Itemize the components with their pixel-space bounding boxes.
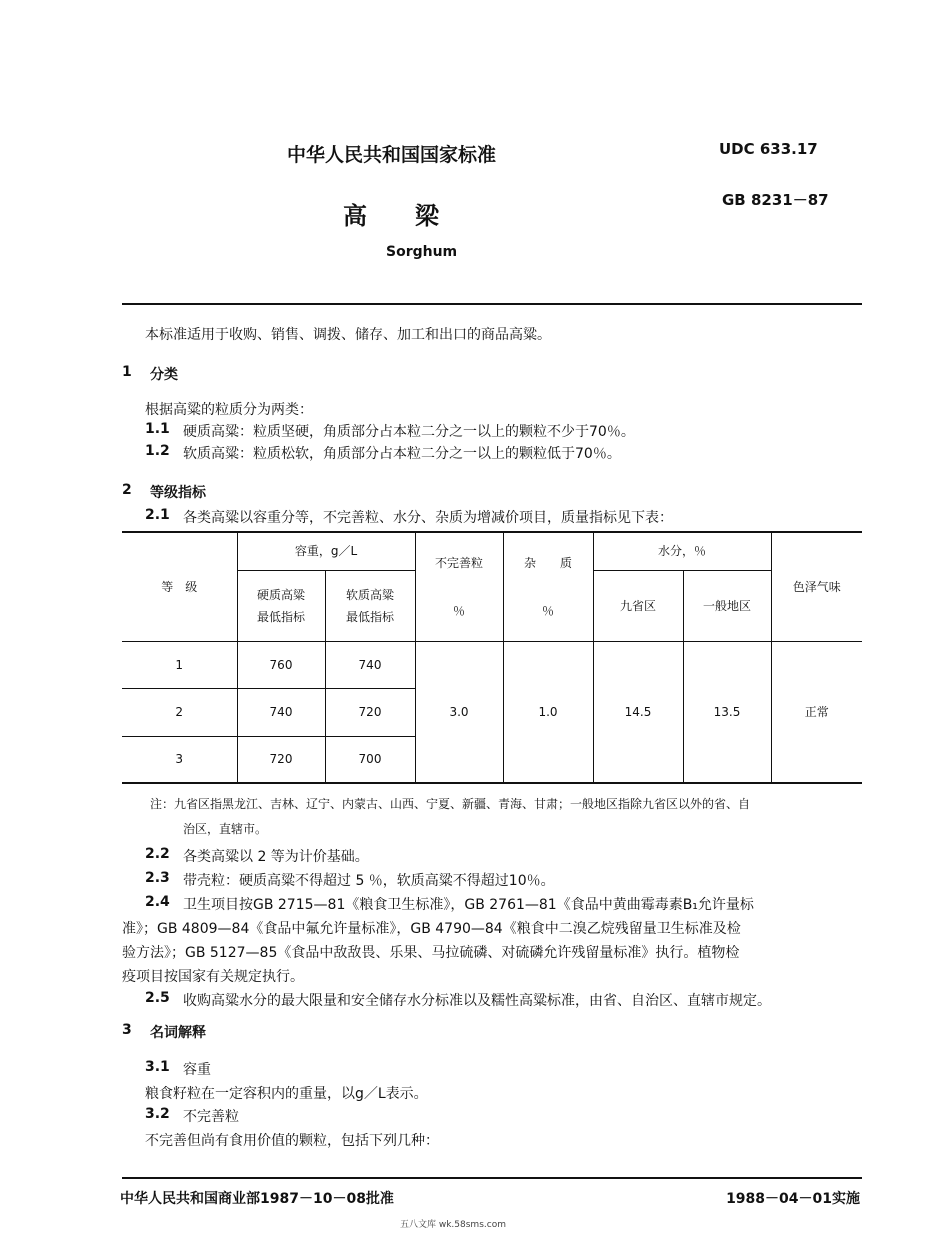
- item-num: 3.2: [145, 1106, 170, 1122]
- section-title: 等级指标: [150, 485, 206, 501]
- paragraph: 准》；GB 4809—84《食品中氟允许量标准》，GB 4790—84《粮食中二溴乙烷残留量卫生标准及检: [122, 921, 741, 937]
- section-num: 2: [122, 482, 132, 498]
- header-color: 色泽气味: [771, 532, 862, 641]
- watermark: 五八文库 wk.58sms.com: [400, 1220, 506, 1230]
- paragraph: 软质高粱：粒质松软，角质部分占本粒二分之一以上的颗粒低于70％。: [183, 446, 621, 462]
- approval-date: 中华人民共和国商业部1987－10－08批准: [120, 1191, 394, 1207]
- table-note: 注：九省区指黑龙江、吉林、辽宁、内蒙古、山西、宁夏、新疆、青海、甘肃；一般地区指除九省区以外的省、自: [150, 797, 751, 811]
- cell: 3.0: [415, 641, 503, 783]
- cell: 700: [325, 736, 415, 783]
- paragraph: 卫生项目按GB 2715—81《粮食卫生标准》，GB 2761—81《食品中黄曲霉毒素B₁允许量标: [183, 897, 754, 913]
- cell: 1: [122, 641, 237, 688]
- paragraph: 带壳粒：硬质高粱不得超过 5 ％，软质高粱不得超过10％。: [183, 873, 555, 889]
- header-nine: 九省区: [593, 570, 683, 641]
- cell: 720: [325, 688, 415, 736]
- header-moisture: 水分，％: [593, 532, 771, 570]
- cell: 740: [325, 641, 415, 688]
- term: 容重: [183, 1062, 211, 1078]
- header-impurity: [503, 532, 593, 641]
- paragraph: 收购高粱水分的最大限量和安全储存水分标准以及糯性高粱标准，由省、自治区、直辖市规定。: [183, 993, 771, 1009]
- header-rule: [122, 303, 862, 305]
- cell: 14.5: [593, 641, 683, 783]
- term: 不完善粒: [183, 1109, 239, 1125]
- item-num: 1.2: [145, 443, 170, 459]
- header-hard: [237, 570, 325, 641]
- cell: 13.5: [683, 641, 771, 783]
- paragraph: 各类高粱以 2 等为计价基础。: [183, 849, 369, 865]
- footer-rule: [122, 1177, 862, 1179]
- header-grade: 等 级: [122, 532, 237, 641]
- label: 不完善粒: [434, 555, 483, 570]
- item-num: 2.4: [145, 894, 170, 910]
- paragraph: 验方法》；GB 5127—85《食品中敌敌畏、乐果、马拉硫磷、对硫磷允许残留量标准》执行。植物检: [122, 945, 740, 961]
- section-title: 名词解释: [150, 1025, 206, 1041]
- cell: 正常: [771, 641, 862, 783]
- paragraph: 疫项目按国家有关规定执行。: [122, 969, 304, 985]
- cell: 760: [237, 641, 325, 688]
- header-soft: [325, 570, 415, 641]
- cell: 3: [122, 736, 237, 783]
- org-title: 中华人民共和国国家标准: [287, 144, 497, 166]
- label: 最低指标: [256, 609, 305, 624]
- label: ％: [541, 603, 554, 618]
- label: 软质高粱: [345, 587, 394, 602]
- item-num: 3.1: [145, 1059, 170, 1075]
- table-note: 治区，直辖市。: [183, 822, 268, 836]
- item-num: 2.5: [145, 990, 170, 1006]
- effective-date: 1988－04－01实施: [726, 1191, 860, 1207]
- udc-code: UDC 633.17: [719, 140, 818, 158]
- label: 硬质高粱: [256, 587, 305, 602]
- title-cn: 高 梁: [343, 202, 439, 230]
- paragraph: 硬质高粱：粒质坚硬，角质部分占本粒二分之一以上的颗粒不少于70％。: [183, 424, 635, 440]
- title-en: Sorghum: [386, 244, 458, 260]
- gb-number: GB 8231－87: [722, 191, 829, 209]
- label: ％: [452, 603, 465, 618]
- paragraph: 根据高粱的粒质分为两类：: [145, 402, 313, 418]
- section-num: 3: [122, 1022, 132, 1038]
- paragraph: 不完善但尚有食用价值的颗粒，包括下列几种：: [145, 1133, 439, 1149]
- cell: 740: [237, 688, 325, 736]
- section-title: 分类: [150, 367, 178, 383]
- cell: 1.0: [503, 641, 593, 783]
- paragraph: 各类高粱以容重分等，不完善粒、水分、杂质为增减价项目，质量指标见下表：: [183, 510, 673, 526]
- label: 杂 质: [523, 555, 572, 570]
- cell: 2: [122, 688, 237, 736]
- cell: 720: [237, 736, 325, 783]
- item-num: 2.1: [145, 507, 170, 523]
- section-num: 1: [122, 364, 132, 380]
- paragraph: 粮食籽粒在一定容积内的重量，以g／L表示。: [145, 1086, 428, 1102]
- table-row: [122, 641, 862, 688]
- item-num: 1.1: [145, 421, 170, 437]
- item-num: 2.2: [145, 846, 170, 862]
- header-density: 容重，g／L: [237, 532, 415, 570]
- header-imperfect: [415, 532, 503, 641]
- item-num: 2.3: [145, 870, 170, 886]
- intro: 本标准适用于收购、销售、调拨、储存、加工和出口的商品高粱。: [145, 327, 551, 343]
- label: 最低指标: [345, 609, 394, 624]
- quality-table: [122, 531, 862, 784]
- header-general: 一般地区: [683, 570, 771, 641]
